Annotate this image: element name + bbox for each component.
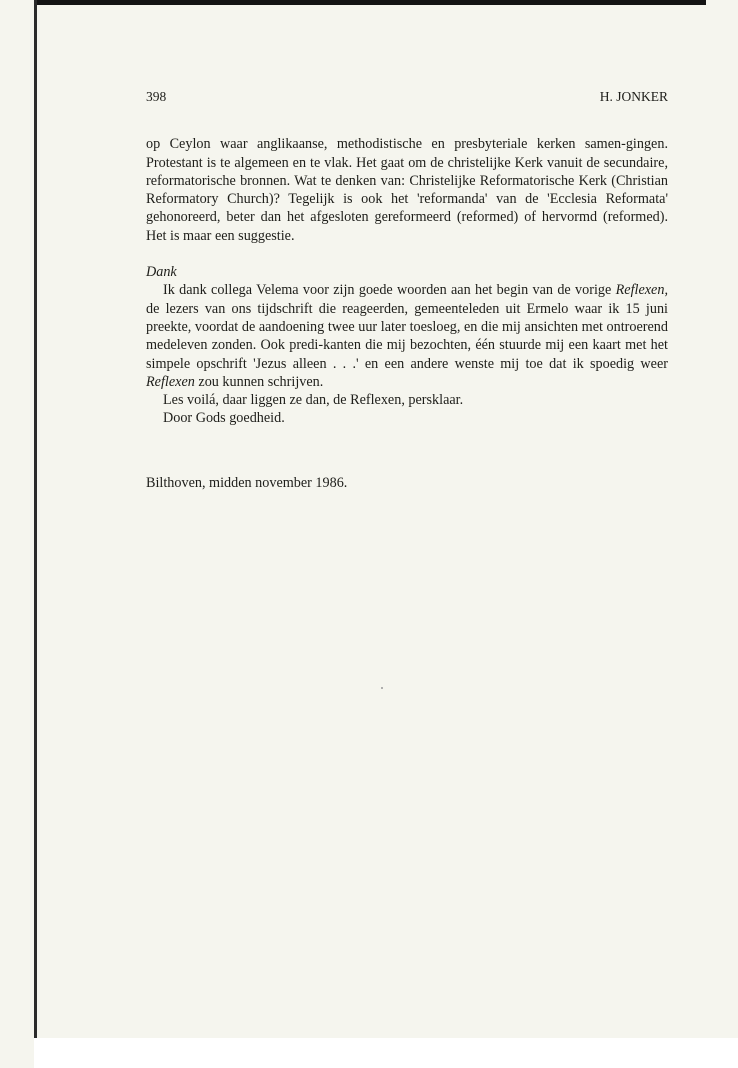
thanks-text-3: zou kunnen schrijven. xyxy=(194,373,324,390)
reflexen-title-1: Reflexen, xyxy=(615,282,668,299)
scan-bottom-margin xyxy=(34,1038,738,1068)
scan-top-border xyxy=(34,0,706,5)
running-header xyxy=(146,88,668,106)
section-heading-dank: Dank xyxy=(146,264,177,281)
page-content xyxy=(146,88,668,492)
paragraph-church-name: op Ceylon waar anglikaanse, methodistische en presbyteriale kerken samen-gingen. Protestant is te algemeen en te vlak. Het gaat om de christelijke Kerk vanuit de secundaire, reformatorische bronnen. Wat te denken van: Christelijke Reformatorische Kerk (Christian Reformatory Church)? Tegelijk is ook het 'reformanda' van de 'Ecclesia Reformata' gehonoreerd, beter dan het afgesloten gereformeerd (reformed) of hervormd (reformed). Het is maar een suggestie. xyxy=(146,136,668,244)
paragraph-thanks xyxy=(146,281,668,391)
page-number: 398 xyxy=(146,89,167,104)
thanks-text-2: de lezers van ons tijdschrift die reageerden, gemeenteleden uit Ermelo waar ik 15 juni preekte, voordat de aandoening twee uur later toesloeg, en die mij ansichten met ontroerend medeleven zonden. Ook predi-kanten die mij bezochten, één stuurde mij een kaart met het simpele opschrift 'Jezus alleen . . .' en een andere wenste mij toe dat ik spoedig weer xyxy=(146,300,668,372)
running-head-author: H. JONKER xyxy=(599,89,668,104)
scan-left-border xyxy=(34,0,37,1040)
place-and-date: Bilthoven, midden november 1986. xyxy=(146,474,348,491)
reflexen-title-2: Reflexen xyxy=(146,373,195,390)
dust-speck xyxy=(381,687,383,689)
line-door-gods-goedheid: Door Gods goedheid. xyxy=(163,410,285,427)
line-les-voila: Les voilá, daar liggen ze dan, de Reflexen, persklaar. xyxy=(163,392,464,409)
thanks-text-1: Ik dank collega Velema voor zijn goede woorden aan het begin van de vorige xyxy=(163,282,616,299)
